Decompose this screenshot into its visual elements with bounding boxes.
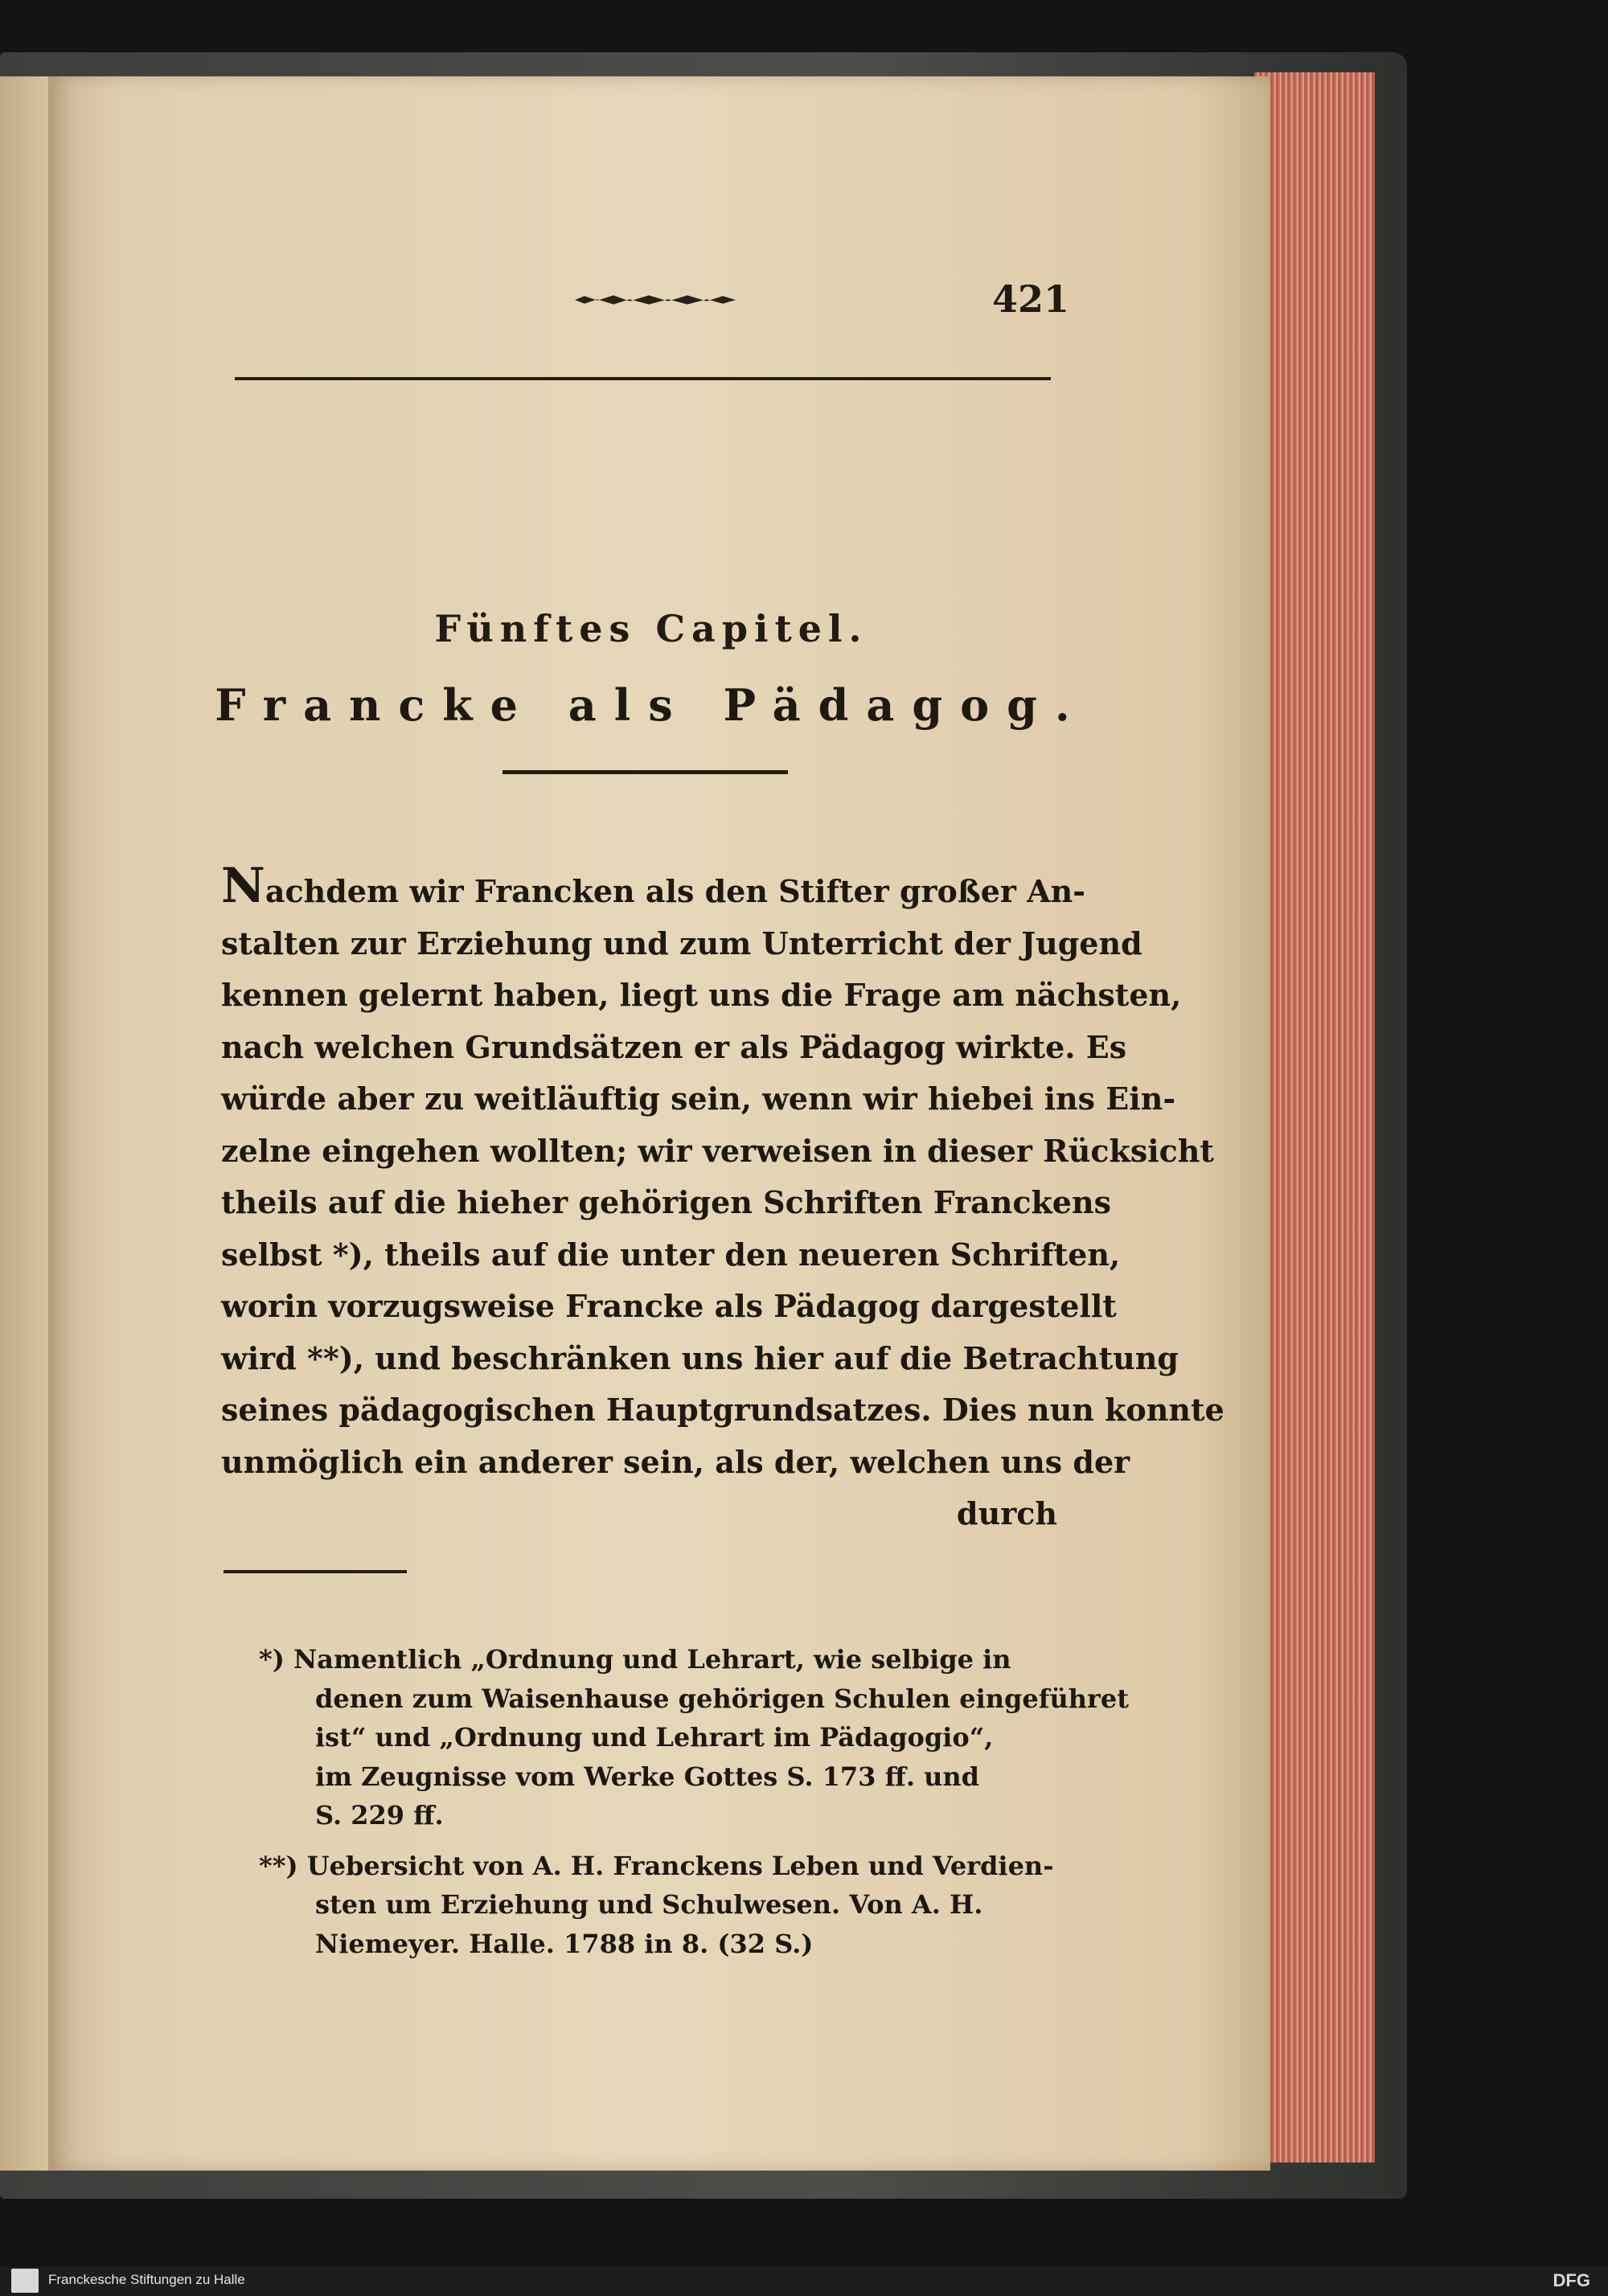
body-line: wird **), und beschränken uns hier auf die Betrachtung xyxy=(221,1339,1179,1376)
chapter-title: Francke als Pädagog. xyxy=(215,679,1088,731)
title-rule xyxy=(503,770,788,774)
footnote-line: **) Uebersicht von A. H. Franckens Leben und Verdien- xyxy=(259,1850,1054,1881)
footnote-line: ist“ und „Ordnung und Lehrart im Pädagogio“, xyxy=(315,1722,994,1753)
book-page xyxy=(48,76,1270,2171)
footnote-1 xyxy=(259,1640,1130,1835)
body-paragraph xyxy=(221,858,1224,1540)
body-line: seines pädagogischen Hauptgrundsatzes. Dies nun konnte xyxy=(221,1392,1224,1428)
footnote-line: S. 229 ff. xyxy=(315,1800,444,1831)
body-line: würde aber zu weitläuftig sein, wenn wir hiebei ins Ein- xyxy=(221,1080,1176,1117)
body-line: zelne eingehen wollten; wir verweisen in dieser Rücksicht xyxy=(221,1132,1214,1169)
body-line: selbst *), theils auf die unter den neueren Schriften, xyxy=(221,1236,1121,1273)
footnote-line: im Zeugnisse vom Werke Gottes S. 173 ff. und xyxy=(315,1761,980,1792)
footnote-line: denen zum Waisenhause gehörigen Schulen eingeführet xyxy=(315,1683,1130,1714)
facing-page-edge xyxy=(0,76,50,2171)
footnote-rule xyxy=(224,1570,407,1573)
page-number: 421 xyxy=(991,277,1069,321)
header-rule xyxy=(235,377,1051,380)
header-ornament xyxy=(575,293,736,306)
footnote-2 xyxy=(259,1847,1059,1964)
chapter-label: Fünftes Capitel. xyxy=(434,607,868,650)
body-line: unmöglich ein anderer sein, als der, welchen uns der xyxy=(221,1443,1130,1480)
footnote-line: sten um Erziehung und Schulwesen. Von A. H. xyxy=(315,1889,983,1920)
catchword: durch xyxy=(957,1495,1057,1531)
body-line: kennen gelernt haben, liegt uns die Frage am nächsten, xyxy=(221,977,1182,1013)
body-line: Nachdem wir Francken als den Stifter großer An- xyxy=(221,858,1086,914)
body-line: theils auf die hieher gehörigen Schriften Franckens xyxy=(221,1184,1112,1220)
footnote-line: Niemeyer. Halle. 1788 in 8. (32 S.) xyxy=(315,1928,814,1959)
body-line: worin vorzugsweise Francke als Pädagog dargestellt xyxy=(221,1288,1117,1324)
body-line: nach welchen Grundsätzen er als Pädagog wirkte. Es xyxy=(221,1028,1127,1065)
dfg-logo: DFG xyxy=(1553,2270,1590,2290)
footnote-line: *) Namentlich „Ordnung und Lehrart, wie selbige in xyxy=(259,1644,1011,1675)
page-edges xyxy=(1254,72,1375,2163)
footnotes xyxy=(259,1640,1130,1974)
institution-name: Franckesche Stiftungen zu Halle xyxy=(48,2272,245,2287)
body-line: stalten zur Erziehung und zum Unterricht der Jugend xyxy=(221,925,1142,961)
institution-logo-icon xyxy=(11,2269,39,2293)
